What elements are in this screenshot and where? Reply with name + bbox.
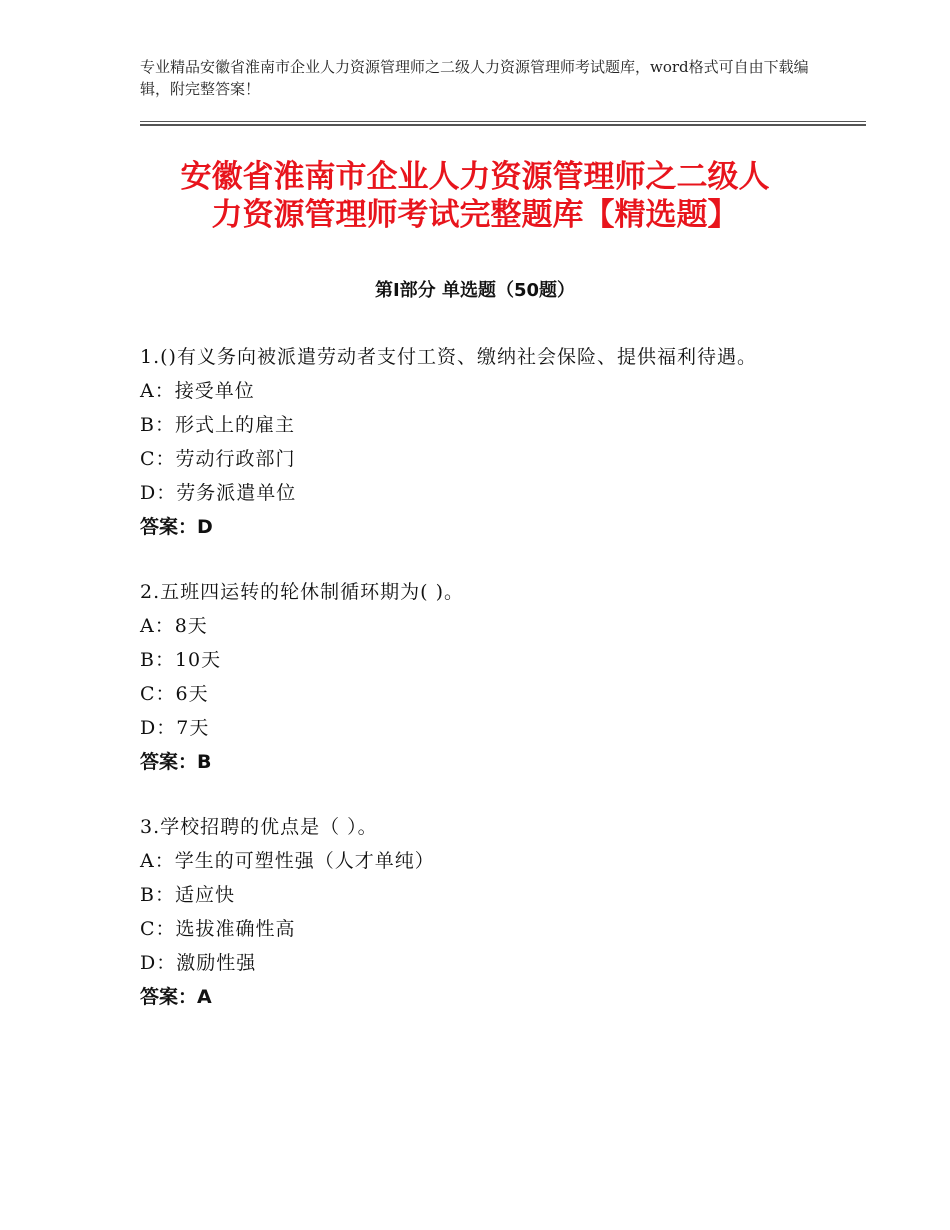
answer: 答案：A [140, 986, 212, 1008]
answer: 答案：D [140, 516, 213, 538]
question-3 [140, 811, 780, 1014]
header-divider-thick [140, 124, 866, 126]
header-divider-thin [140, 121, 866, 122]
question-stem: 2.五班四运转的轮休制循环期为( )。 [140, 581, 464, 603]
title-line-1: 安徽省淮南市企业人力资源管理师之二级人 [180, 159, 770, 195]
option-c: C：劳动行政部门 [140, 448, 296, 470]
option-d: D：7天 [140, 717, 210, 739]
option-b: B：10天 [140, 649, 222, 671]
section-heading: 第Ⅰ部分 单选题（50题） [374, 280, 575, 301]
option-b: B：适应快 [140, 884, 235, 906]
option-d: D：激励性强 [140, 952, 257, 974]
question-1 [140, 341, 780, 544]
option-a: A：8天 [140, 615, 208, 637]
option-c: C：选拔准确性高 [140, 918, 296, 940]
question-stem: 3.学校招聘的优点是（ ）。 [140, 816, 378, 838]
option-d: D：劳务派遣单位 [140, 482, 297, 504]
option-c: C：6天 [140, 683, 209, 705]
header-note: 专业精品安徽省淮南市企业人力资源管理师之二级人力资源管理师考试题库，word格式可自由下载编辑，附完整答案！ [140, 58, 809, 98]
answer: 答案：B [140, 751, 212, 773]
question-2 [140, 576, 780, 779]
option-b: B：形式上的雇主 [140, 414, 295, 436]
option-a: A：接受单位 [140, 380, 255, 402]
document-title [100, 158, 850, 234]
title-line-2: 力资源管理师考试完整题库【精选题】 [211, 197, 739, 233]
option-a: A：学生的可塑性强（人才单纯） [140, 850, 435, 872]
question-stem: 1.()有义务向被派遣劳动者支付工资、缴纳社会保险、提供福利待遇。 [140, 346, 757, 368]
question-list [140, 341, 780, 1046]
